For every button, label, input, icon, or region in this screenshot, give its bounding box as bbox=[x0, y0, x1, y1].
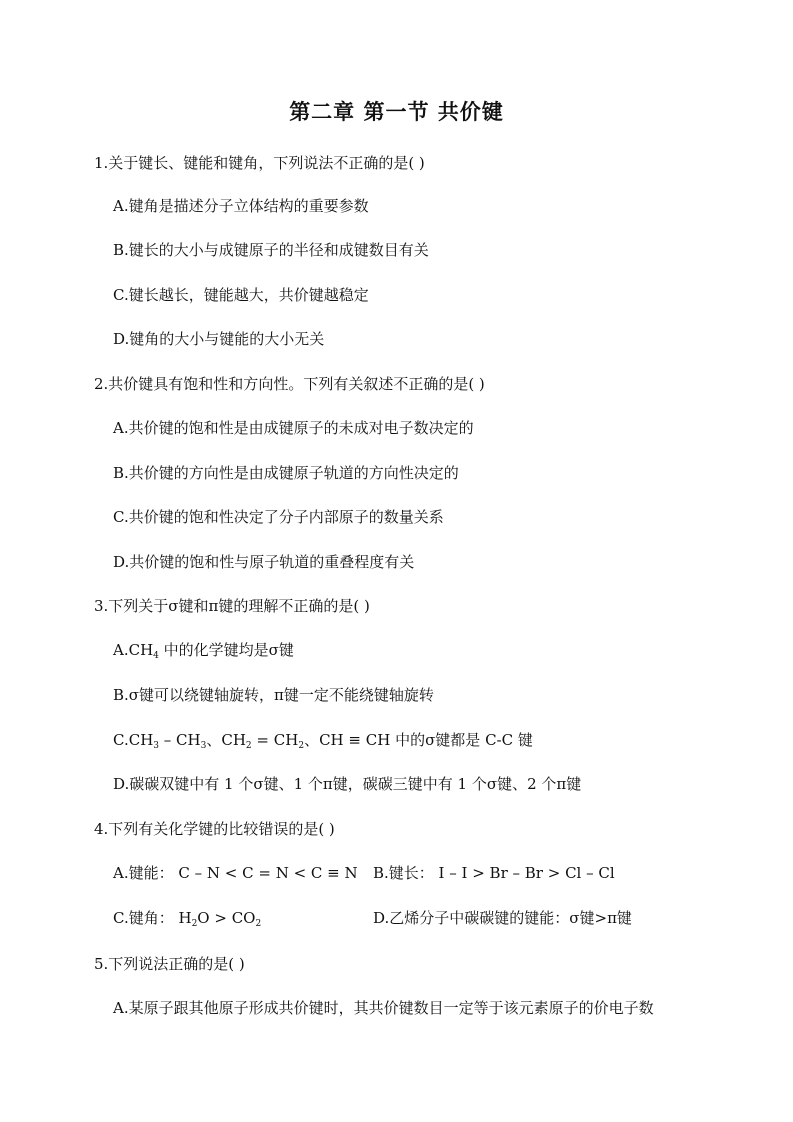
question-2-stem: 2.共价键具有饱和性和方向性。下列有关叙述不正确的是( ) bbox=[94, 375, 485, 393]
question-3-option-d: D.碳碳双键中有 1 个σ键、1 个π键，碳碳三键中有 1 个σ键、2 个π键 bbox=[113, 775, 582, 793]
formula: 、CH bbox=[206, 731, 246, 749]
option-text: 中的σ键都是 C-C 键 bbox=[390, 731, 533, 749]
question-1-option-b: B.键长的大小与成键原子的半径和成键数目有关 bbox=[113, 241, 429, 259]
question-2-option-c: C.共价键的饱和性决定了分子内部原子的数量关系 bbox=[113, 508, 444, 526]
subscript: 3 bbox=[200, 741, 207, 751]
formula: CH bbox=[128, 731, 154, 749]
question-3-stem: 3.下列关于σ键和π键的理解不正确的是( ) bbox=[94, 597, 370, 615]
subscript: 2 bbox=[191, 919, 198, 929]
question-4-option-c bbox=[113, 908, 261, 934]
subscript: 2 bbox=[245, 741, 252, 751]
question-5-stem: 5.下列说法正确的是( ) bbox=[94, 955, 245, 973]
question-3-option-c bbox=[113, 730, 533, 756]
formula: CH bbox=[128, 641, 154, 659]
subscript: 4 bbox=[153, 651, 159, 661]
question-2-option-a: A.共价键的饱和性是由成键原子的未成对电子数决定的 bbox=[113, 419, 474, 437]
question-4-option-d: D.乙烯分子中碳碳键的键能：σ键>π键 bbox=[373, 909, 632, 927]
formula: O > CO bbox=[197, 909, 256, 927]
formula: – CH bbox=[159, 731, 201, 749]
question-1-option-c: C.键长越长，键能越大，共价键越稳定 bbox=[113, 286, 369, 304]
option-text: 中的化学键均是σ键 bbox=[158, 641, 294, 659]
option-prefix: C. bbox=[113, 731, 129, 749]
question-1-option-d: D.键角的大小与键能的大小无关 bbox=[113, 330, 325, 348]
formula: = CH bbox=[251, 731, 299, 749]
question-2-option-d: D.共价键的饱和性与原子轨道的重叠程度有关 bbox=[113, 553, 415, 571]
question-4-stem: 4.下列有关化学键的比较错误的是( ) bbox=[94, 820, 335, 838]
page-title: 第二章 第一节 共价键 bbox=[289, 99, 504, 124]
formula: 、CH ≡ CH bbox=[304, 731, 391, 749]
question-1-option-a: A.键角是描述分子立体结构的重要参数 bbox=[113, 197, 369, 215]
question-4-option-b: B.键长： I – I > Br – Br > Cl – Cl bbox=[373, 864, 615, 882]
question-4-option-a: A.键能： C – N < C = N < C ≡ N bbox=[113, 864, 358, 882]
subscript: 2 bbox=[298, 741, 305, 751]
subscript: 3 bbox=[153, 741, 160, 751]
subscript: 2 bbox=[255, 919, 262, 929]
option-prefix: A. bbox=[113, 641, 129, 659]
question-3-option-b: B.σ键可以绕键轴旋转，π键一定不能绕键轴旋转 bbox=[113, 686, 434, 704]
question-5-option-a: A.某原子跟其他原子形成共价键时，其共价键数目一定等于该元素原子的价电子数 bbox=[113, 999, 654, 1017]
question-3-option-a bbox=[113, 640, 294, 666]
option-text: C.键角： H bbox=[113, 909, 192, 927]
question-1-stem: 1.关于键长、键能和键角，下列说法不正确的是( ) bbox=[94, 154, 425, 172]
question-2-option-b: B.共价键的方向性是由成键原子轨道的方向性决定的 bbox=[113, 464, 459, 482]
